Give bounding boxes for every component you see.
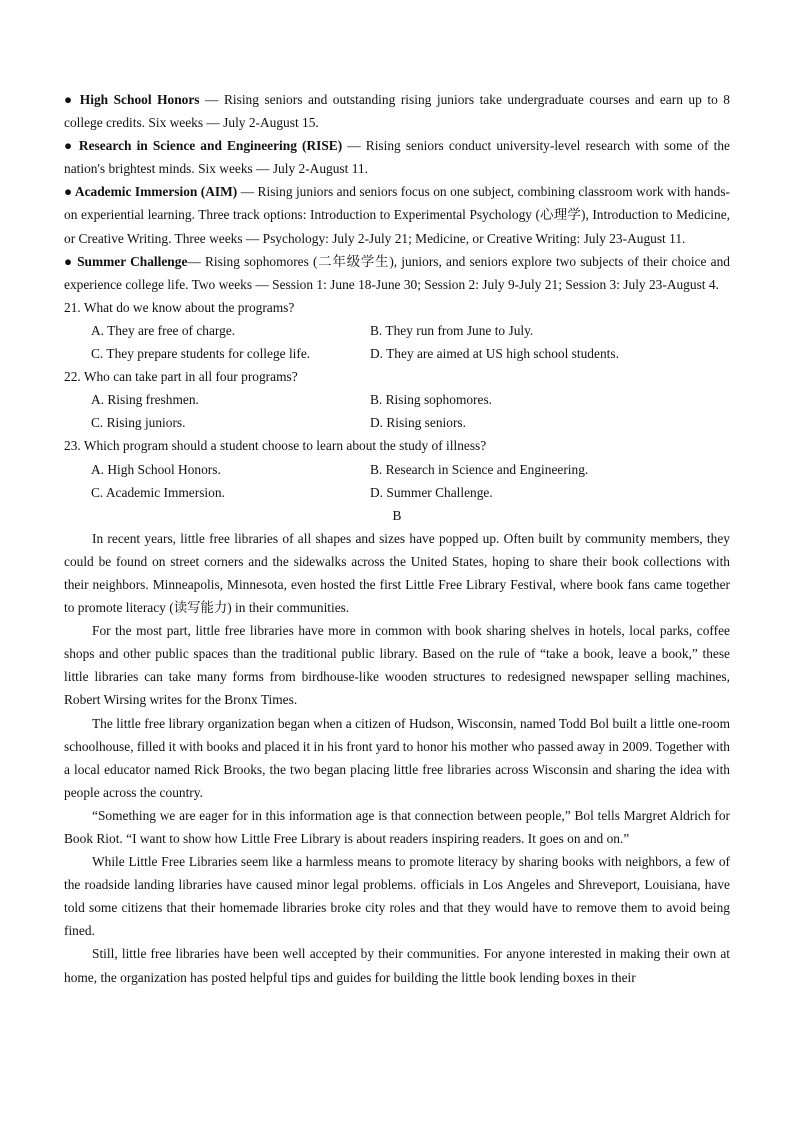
passage-paragraph: For the most part, little free libraries have more in common with book sharing shelves in hotels, local parks, coffee shops and other public spaces than the traditional public library. Based on the rule of “take a book, leave a book,” these little libraries can take many forms from birdhouse-like wooden structures to redesigned newspaper selling machines, Robert Wirsing writes for the Bronx Times. [64,623,730,708]
question-23 [64,434,730,503]
passage-paragraph: While Little Free Libraries seem like a harmless means to promote literacy by sharing books with neighbors, a few of the roadside landing libraries have caused minor legal problems. officials in Los Angeles and Shreveport, Louisiana, have told some citizens that their homemade libraries broke city roles and that they would have to remove them to avoid being fined. [64,854,730,939]
option-b: B. They run from June to July. [370,322,534,338]
question-22 [64,365,730,434]
option-c: C. They prepare students for college life. [91,346,311,362]
program-name: ● Research in Science and Engineering (RISE) [64,138,343,154]
question-options [91,388,730,434]
option-a: A. Rising freshmen. [91,392,199,408]
program-description: — Rising seniors and outstanding rising juniors take undergraduate courses and earn up to 8 college credits. Six weeks — July 2-August 15. [64,92,730,131]
passage-paragraph: “Something we are eager for in this information age is that connection between people,” Bol tells Margret Aldrich for Book Riot. “I want to show how Little Free Library is about readers inspiring readers. It goes on and on.” [64,807,730,846]
question-21 [64,296,730,365]
program-description: — Rising seniors conduct university-level research with some of the nation's brightest minds. Six weeks — July 2-August 11. [64,138,730,177]
option-d: D. Rising seniors. [370,415,466,431]
option-c: C. Rising juniors. [91,415,186,431]
option-b: B. Research in Science and Engineering. [370,461,589,477]
program-item [64,134,730,180]
option-d: D. Summer Challenge. [370,484,493,500]
passage-paragraph: In recent years, little free libraries of all shapes and sizes have popped up. Often built by community members, they could be found on street corners and the sidewalks across the United States, hoping to share their book collections with their neighbors. Minneapolis, Minnesota, even hosted the first Little Free Library Festival, where book fans came together to promote literacy (读写能力) in their communities. [64,530,730,616]
option-d: D. They are aimed at US high school students. [370,346,619,362]
document-page [64,88,730,989]
option-a: A. High School Honors. [91,461,221,477]
option-a: A. They are free of charge. [91,322,236,338]
option-c: C. Academic Immersion. [91,484,225,500]
program-item [64,250,730,296]
passage-paragraph: Still, little free libraries have been well accepted by their communities. For anyone interested in making their own at home, the organization has posted helpful tips and guides for building the little book lending boxes in their [64,946,730,985]
question-options [91,319,730,365]
program-description: — Rising sophomores (二年级学生), juniors, and seniors explore two subjects of their choice and experience college life. Two weeks — Session 1: June 18-June 30; Session 2: July 9-July 21; Session 3: July 23-August 4. [64,253,730,292]
question-options [91,458,730,504]
program-item [64,88,730,134]
program-name: ● Academic Immersion (AIM) [64,184,238,200]
question-stem: 23. Which program should a student choose to learn about the study of illness? [64,438,487,454]
program-name: ● High School Honors [64,92,200,107]
program-item [64,180,730,249]
program-name: ● Summer Challenge [64,253,188,269]
question-stem: 22. Who can take part in all four programs? [64,369,298,385]
question-stem: 21. What do we know about the programs? [64,299,295,315]
program-description: — Rising juniors and seniors focus on one subject, combining classroom work with hands-on experiential learning. Three track options: Introduction to Experimental Psychology (心理学), Introduction to Medicine, or Creative Writing. Three weeks — Psychology: July 2-July 21; Medicine, or Creative Writing: July 23-August 11. [64,184,730,246]
passage-paragraph: The little free library organization began when a citizen of Hudson, Wisconsin, named Todd Bol built a little one-room schoolhouse, filled it with books and placed it in his front yard to honor his mother who passed away in 2009. Together with a local educator named Rick Brooks, the two began placing little free libraries across Wisconsin and sharing the idea with people across the country. [64,715,731,800]
section-label: B [392,507,402,523]
option-b: B. Rising sophomores. [370,392,493,408]
